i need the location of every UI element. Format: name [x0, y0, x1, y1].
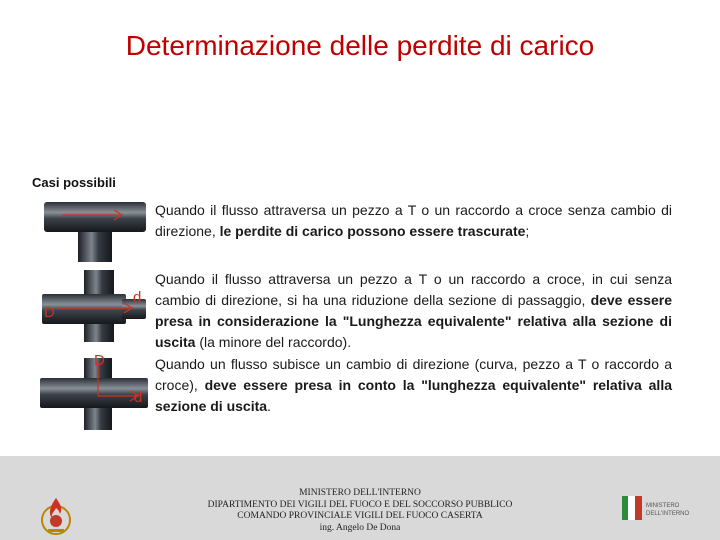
ministero-logo-text-2: DELL'INTERNO	[646, 511, 690, 517]
ministero-logo-text-1: MINISTERO	[646, 503, 680, 509]
case-2-text	[155, 269, 672, 353]
ministero-dell-interno-logo-icon	[622, 496, 642, 520]
cross-inlet-label: D	[94, 352, 105, 369]
footer-line-1: MINISTERO DELL'INTERNO	[299, 488, 421, 498]
case-3-plain-b: .	[267, 398, 271, 414]
case-1-bold: le perdite di carico possono essere trascurate	[219, 223, 526, 239]
case-3-bold: deve essere presa in conto la "lunghezza equivalente" relativa alla sezione di uscita	[155, 377, 672, 414]
case-1-plain-b: ;	[525, 223, 530, 239]
slide-title: Determinazione delle perdite di carico	[125, 30, 595, 61]
case-2-plain-a: Quando il flusso attraversa un pezzo a T o un raccordo a croce, in cui senza cambio di direzione, si ha una riduzione della sezione di passaggio,	[155, 271, 672, 308]
tee-inlet-label: D	[44, 304, 55, 321]
tee-outlet-label: d	[133, 289, 142, 306]
footer-line-3: COMANDO PROVINCIALE VIGILI DEL FUOCO CASERTA	[237, 511, 483, 521]
footer-line-4: ing. Angelo De Dona	[319, 522, 401, 533]
case-2-bold: deve essere presa in considerazione la "Lunghezza equivalente" relativa alla sezione di uscita	[155, 292, 672, 350]
slide-footer	[0, 456, 720, 540]
case-3-text	[155, 354, 672, 417]
cross-fitting-direction-change-image	[36, 350, 156, 430]
section-heading: Casi possibili	[32, 175, 116, 190]
cross-outlet-label: d	[134, 389, 143, 406]
ministero-logo-text	[646, 502, 689, 518]
case-2-plain-b: (la minore del raccordo).	[195, 334, 352, 350]
footer-line-2: DIPARTIMENTO DEI VIGILI DEL FUOCO E DEL SOCCORSO PUBBLICO	[207, 499, 513, 510]
footer-text	[150, 488, 570, 534]
tee-fitting-reduction-image	[38, 266, 156, 342]
case-3-plain-a: Quando un flusso subisce un cambio di direzione (curva, pezzo a T o raccordo a croce),	[155, 356, 672, 393]
vigili-del-fuoco-emblem-icon	[36, 496, 76, 536]
case-1-plain-a: Quando il flusso attraversa un pezzo a T o un raccordo a croce senza cambio di direzione,	[155, 202, 672, 239]
case-1-text	[155, 200, 672, 242]
tee-fitting-straight-image	[40, 196, 150, 264]
